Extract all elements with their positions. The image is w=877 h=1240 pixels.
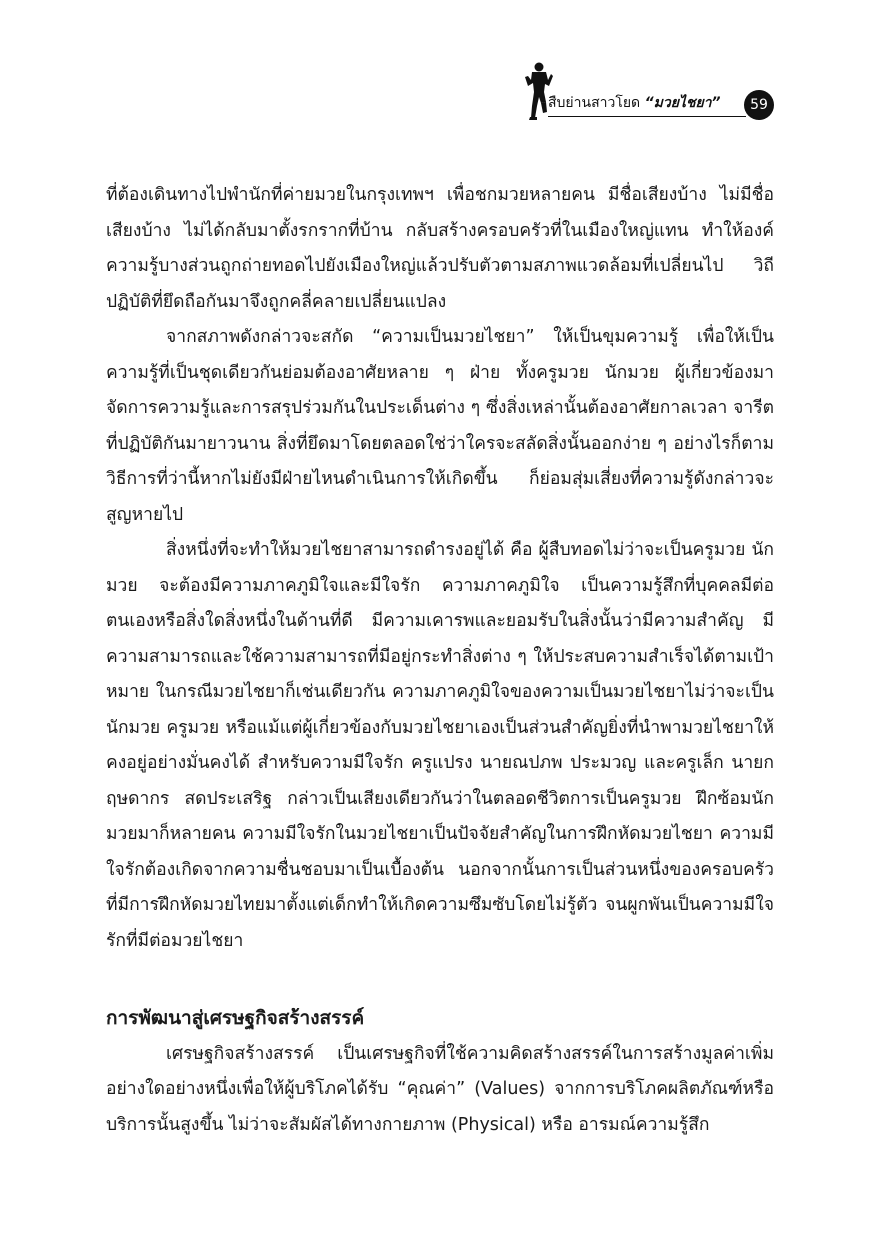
header-underline [548, 116, 746, 117]
header-title-text: สืบย่านสาวโยด [548, 95, 645, 111]
running-header [522, 62, 772, 122]
body-paragraph-1: ที่ต้องเดินทางไปพำนักที่ค่ายมวยในกรุงเทพฯ เพื่อชกมวยหลายคน มีชื่อเสียงบ้าง ไม่มีชื่อเสียงบ้าง ไม่ได้กลับมาตั้งรกรากที่บ้าน กลับสร้างครอบครัวที่ในเมืองใหญ่แทน ทำให้องค์ความรู้บางส่วนถูกถ่ายทอดไปยังเมืองใหญ่แล้วปรับตัวตามสภาพแวดล้อมที่เปลี่ยนไป วิถีปฏิบัติที่ยึดถือกันมาจึงถูกคลี่คลายเปลี่ยนแปลง [106, 185, 774, 312]
header-title [548, 92, 721, 114]
page-number-badge: 59 [744, 90, 774, 120]
section-paragraph: เศรษฐกิจสร้างสรรค์ เป็นเศรษฐกิจที่ใช้ความคิดสร้างสรรค์ในการสร้างมูลค่าเพิ่มอย่างใดอย่างหนึ่งเพื่อให้ผู้บริโภคได้รับ “คุณค่า” (Values) จากการบริโภคผลิตภัณฑ์หรือบริการนั้นสูงขึ้น ไม่ว่าจะสัมผัสได้ทางกายภาพ (Physical) หรือ อารมณ์ความรู้สึก [106, 1043, 774, 1135]
page-body [106, 178, 774, 1143]
body-paragraph-3: สิ่งหนึ่งที่จะทำให้มวยไชยาสามารถดำรงอยู่ได้ คือ ผู้สืบทอดไม่ว่าจะเป็นครูมวย นักมวย จะต้องมีความภาคภูมิใจและมีใจรัก ความภาคภูมิใจ เป็นความรู้สึกที่บุคคลมีต่อตนเองหรือสิ่งใดสิ่งหนึ่งในด้านที่ดี มีความเคารพและยอมรับในสิ่งนั้นว่ามีความสำคัญ มีความสามารถและใช้ความสามารถที่มีอยู่กระทำสิ่งต่าง ๆ ให้ประสบความสำเร็จได้ตามเป้าหมาย ในกรณีมวยไชยาก็เช่นเดียวกัน ความภาคภูมิใจของความเป็นมวยไชยาไม่ว่าจะเป็นนักมวย ครูมวย หรือแม้แต่ผู้เกี่ยวข้องกับมวยไชยาเองเป็นส่วนสำคัญยิ่งที่นำพามวยไชยาให้คงอยู่อย่างมั่นคงได้ สำหรับความมีใจรัก ครูแปรง นายณปภพ ประมวญ และครูเล็ก นายกฤษดากร สดประเสริฐ กล่าวเป็นเสียงเดียวกันว่าในตลอดชีวิตการเป็นครูมวย ฝึกซ้อมนักมวยมาก็หลายคน ความมีใจรักในมวยไชยาเป็นปัจจัยสำคัญในการฝึกหัดมวยไชยา ความมีใจรักต้องเกิดจากความชื่นชอบมาเป็นเบื้องต้น นอกจากนั้นการเป็นส่วนหนึ่งของครอบครัวที่มีการฝึกหัดมวยไทยมาตั้งแต่เด็กทำให้เกิดความซึมซับโดยไม่รู้ตัว จนผูกพันเป็นความมีใจรักที่มีต่อมวยไชยา [106, 540, 774, 951]
header-title-emphasis: “มวยไชยา” [644, 95, 721, 111]
section-heading: การพัฒนาสู่เศรษฐกิจสร้างสรรค์ [106, 1007, 365, 1029]
body-paragraph-2: จากสภาพดังกล่าวจะสกัด “ความเป็นมวยไชยา” ให้เป็นขุมความรู้ เพื่อให้เป็นความรู้ที่เป็นชุดเดียวกันย่อมต้องอาศัยหลาย ๆ ฝ่าย ทั้งครูมวย นักมวย ผู้เกี่ยวข้องมาจัดการความรู้และการสรุปร่วมกันในประเด็นต่าง ๆ ซึ่งสิ่งเหล่านั้นต้องอาศัยกาลเวลา จารีตที่ปฏิบัติกันมายาวนาน สิ่งที่ยึดมาโดยตลอดใช่ว่าใครจะสลัดสิ่งนั้นออกง่าย ๆ อย่างไรก็ตามวิธีการที่ว่านี้หากไม่ยังมีฝ่ายไหนดำเนินการให้เกิดขึ้น ก็ย่อมสุ่มเสี่ยงที่ความรู้ดังกล่าวจะสูญหายไป [106, 327, 774, 525]
